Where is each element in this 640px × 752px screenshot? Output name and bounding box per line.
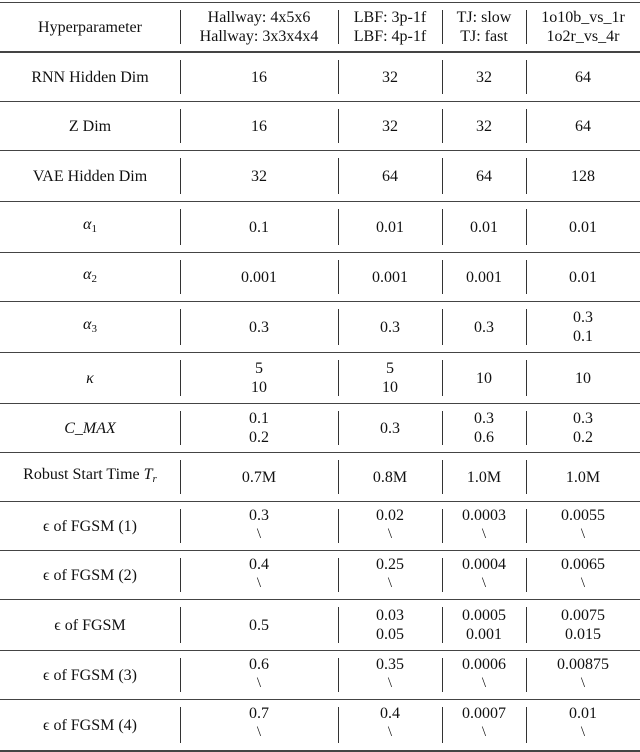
value-text: 0.0055 xyxy=(561,507,605,524)
value-text: 0.3 xyxy=(474,410,494,427)
value-cell xyxy=(526,453,640,502)
value-text: 0.01 xyxy=(470,218,498,236)
value-text: 10 xyxy=(575,369,591,387)
value-text: 16 xyxy=(251,68,267,86)
value-cell xyxy=(526,202,640,253)
value-text: 128 xyxy=(571,167,595,185)
value-cell xyxy=(442,700,526,752)
row-label xyxy=(0,353,180,404)
value-text: 0.35 xyxy=(376,656,404,673)
value-text: 5 xyxy=(386,360,394,377)
row-label-text xyxy=(31,68,148,87)
value-text: 0.3 xyxy=(573,410,593,427)
value-cell xyxy=(180,52,338,102)
table-row xyxy=(0,404,640,453)
backslash-mark: \ xyxy=(481,675,487,691)
table-row xyxy=(0,353,640,404)
label-symbol: κ xyxy=(86,369,94,387)
value-cell xyxy=(180,302,338,353)
label-symbol: α xyxy=(83,216,92,233)
table-row xyxy=(0,651,640,700)
value-cell xyxy=(180,600,338,651)
value-cell xyxy=(442,253,526,302)
label-text: ϵ of FGSM (4) xyxy=(42,716,138,734)
row-label-text xyxy=(83,315,97,339)
row-label xyxy=(0,700,180,752)
label-text: ϵ of FGSM (3) xyxy=(42,666,138,684)
value-text: 0.2 xyxy=(249,429,269,446)
value-cell xyxy=(442,151,526,202)
value-text: 0.2 xyxy=(573,429,593,446)
value-cell xyxy=(180,453,338,502)
value-cell xyxy=(338,453,442,502)
value-cell xyxy=(526,651,640,700)
value-text: 0.3 xyxy=(249,318,269,336)
value-text: 0.3 xyxy=(474,318,494,336)
label-symbol: α xyxy=(83,316,92,333)
value-text: 1.0M xyxy=(466,468,502,486)
table-row xyxy=(0,52,640,102)
table-row xyxy=(0,600,640,651)
header-env-2 xyxy=(338,3,442,53)
value-text: 0.0065 xyxy=(561,556,605,573)
backslash-mark: \ xyxy=(580,575,586,591)
value-cell xyxy=(442,102,526,151)
value-text: 0.0006 xyxy=(462,656,506,673)
backslash-mark: \ xyxy=(481,526,487,542)
value-cell xyxy=(442,551,526,600)
value-cell xyxy=(526,404,640,453)
label-subscript: 3 xyxy=(91,323,97,335)
value-text: 0.1 xyxy=(249,410,269,427)
value-cell xyxy=(338,202,442,253)
value-text: 0.001 xyxy=(466,626,502,643)
value-text: 0.0003 xyxy=(462,507,506,524)
backslash-mark: \ xyxy=(256,526,262,542)
value-cell xyxy=(526,102,640,151)
row-label xyxy=(0,600,180,651)
row-label-text xyxy=(43,566,137,585)
value-cell xyxy=(338,302,442,353)
value-text: 0.0075 xyxy=(561,607,605,624)
row-label-text xyxy=(86,369,94,388)
value-text: 0.5 xyxy=(249,616,269,634)
backslash-mark: \ xyxy=(481,575,487,591)
value-cell xyxy=(338,52,442,102)
value-text: 0.01 xyxy=(569,218,597,236)
header-line: LBF: 4p-1f xyxy=(353,28,427,45)
value-text: 32 xyxy=(476,68,492,86)
label-subscript: 2 xyxy=(91,273,97,285)
value-cell xyxy=(526,253,640,302)
value-cell xyxy=(338,151,442,202)
value-text: 32 xyxy=(251,167,267,185)
value-cell xyxy=(442,302,526,353)
header-line: TJ: fast xyxy=(460,28,508,45)
row-label xyxy=(0,651,180,700)
header-line: Hallway: 4x5x6 xyxy=(207,9,311,26)
value-text: 1.0M xyxy=(565,468,601,486)
hyperparameter-table xyxy=(0,2,640,752)
value-text: 0.01 xyxy=(569,268,597,286)
value-cell xyxy=(526,52,640,102)
label-subscript: r xyxy=(152,473,157,485)
value-text: 0.00875 xyxy=(557,656,609,673)
value-text: 0.6 xyxy=(474,429,494,446)
value-cell xyxy=(180,700,338,752)
value-text: 0.6 xyxy=(249,656,269,673)
header-line: 1o2r_vs_4r xyxy=(546,28,620,45)
row-label xyxy=(0,404,180,453)
header-line: Hyperparameter xyxy=(38,18,142,36)
label-subscript: 1 xyxy=(91,223,97,235)
value-text: 10 xyxy=(251,379,267,396)
value-cell xyxy=(442,202,526,253)
value-text: 0.001 xyxy=(241,268,277,286)
row-label-text xyxy=(43,517,137,536)
row-label xyxy=(0,253,180,302)
row-label xyxy=(0,102,180,151)
value-cell xyxy=(526,302,640,353)
table-body xyxy=(0,52,640,751)
label-text: Robust Start Time xyxy=(23,466,144,483)
value-cell xyxy=(442,353,526,404)
value-cell xyxy=(338,404,442,453)
value-text: 0.1 xyxy=(249,218,269,236)
header-line: Hallway: 3x3x4x4 xyxy=(199,28,319,45)
value-cell xyxy=(526,151,640,202)
value-cell xyxy=(526,700,640,752)
row-label-text xyxy=(23,465,157,489)
value-cell xyxy=(338,353,442,404)
table-row xyxy=(0,551,640,600)
value-text: 0.001 xyxy=(372,268,408,286)
value-cell xyxy=(526,353,640,404)
value-cell xyxy=(338,253,442,302)
value-cell xyxy=(526,600,640,651)
value-cell xyxy=(180,502,338,551)
value-text: 0.3 xyxy=(380,419,400,437)
value-text: 0.7M xyxy=(241,468,277,486)
value-text: 0.1 xyxy=(573,328,593,345)
table-row xyxy=(0,151,640,202)
value-cell xyxy=(442,651,526,700)
value-cell xyxy=(338,551,442,600)
backslash-mark: \ xyxy=(256,575,262,591)
label-text: ϵ of FGSM xyxy=(54,616,126,634)
value-cell xyxy=(338,502,442,551)
label-text: ϵ of FGSM (1) xyxy=(42,517,138,535)
row-label xyxy=(0,52,180,102)
value-cell xyxy=(180,404,338,453)
value-text: 0.0007 xyxy=(462,705,506,722)
value-cell xyxy=(180,102,338,151)
row-label xyxy=(0,551,180,600)
value-cell xyxy=(526,551,640,600)
value-text: 64 xyxy=(575,117,591,135)
table-row xyxy=(0,253,640,302)
value-text: 0.01 xyxy=(569,705,597,722)
header-line: 1o10b_vs_1r xyxy=(541,9,625,26)
row-label-text xyxy=(83,215,97,239)
label-text: Z Dim xyxy=(68,117,112,135)
table-row xyxy=(0,453,640,502)
value-text: 0.3 xyxy=(380,318,400,336)
backslash-mark: \ xyxy=(387,724,393,740)
value-cell xyxy=(526,502,640,551)
table-row xyxy=(0,202,640,253)
value-cell xyxy=(442,600,526,651)
value-cell xyxy=(180,253,338,302)
value-cell xyxy=(442,404,526,453)
table-row xyxy=(0,700,640,752)
value-text: 0.01 xyxy=(376,218,404,236)
row-label-text xyxy=(69,117,111,136)
value-text: 16 xyxy=(251,117,267,135)
value-text: 0.03 xyxy=(376,607,404,624)
label-symbol: α xyxy=(83,266,92,283)
value-text: 0.7 xyxy=(249,705,269,722)
header-hyperparameter xyxy=(0,3,180,53)
header-line: LBF: 3p-1f xyxy=(353,9,427,26)
value-text: 0.0004 xyxy=(462,556,506,573)
label-math: T xyxy=(143,466,153,483)
backslash-mark: \ xyxy=(387,675,393,691)
row-label xyxy=(0,302,180,353)
header-row xyxy=(0,3,640,53)
row-label-text xyxy=(43,716,137,735)
label-text: ϵ of FGSM (2) xyxy=(42,566,138,584)
table-row xyxy=(0,102,640,151)
value-cell xyxy=(338,102,442,151)
value-text: 0.0005 xyxy=(462,607,506,624)
backslash-mark: \ xyxy=(481,724,487,740)
header-line: TJ: slow xyxy=(456,9,512,26)
value-cell xyxy=(442,502,526,551)
value-cell xyxy=(442,453,526,502)
header-env-4 xyxy=(526,3,640,53)
row-label xyxy=(0,453,180,502)
label-text: RNN Hidden Dim xyxy=(31,68,149,86)
value-text: 64 xyxy=(476,167,492,185)
value-text: 0.4 xyxy=(380,705,400,722)
backslash-mark: \ xyxy=(387,575,393,591)
row-label-text xyxy=(83,265,97,289)
value-text: 10 xyxy=(476,369,492,387)
row-label-text xyxy=(43,666,137,685)
value-cell xyxy=(180,202,338,253)
value-cell xyxy=(180,353,338,404)
value-text: 0.25 xyxy=(376,556,404,573)
label-math: C_MAX xyxy=(64,419,116,437)
value-text: 0.015 xyxy=(565,626,601,643)
value-text: 10 xyxy=(382,379,398,396)
backslash-mark: \ xyxy=(580,526,586,542)
value-text: 0.4 xyxy=(249,556,269,573)
value-text: 64 xyxy=(575,68,591,86)
value-text: 64 xyxy=(382,167,398,185)
value-cell xyxy=(338,600,442,651)
value-text: 5 xyxy=(255,360,263,377)
row-label-text xyxy=(54,616,125,635)
header-env-3 xyxy=(442,3,526,53)
value-text: 0.3 xyxy=(573,309,593,326)
value-text: 32 xyxy=(476,117,492,135)
row-label-text xyxy=(64,419,116,438)
value-cell xyxy=(180,551,338,600)
value-text: 32 xyxy=(382,117,398,135)
backslash-mark: \ xyxy=(256,675,262,691)
backslash-mark: \ xyxy=(387,526,393,542)
value-text: 0.8M xyxy=(372,468,408,486)
value-text: 0.001 xyxy=(466,268,502,286)
table-row xyxy=(0,502,640,551)
value-text: 0.3 xyxy=(249,507,269,524)
table-row xyxy=(0,302,640,353)
backslash-mark: \ xyxy=(580,675,586,691)
label-text: VAE Hidden Dim xyxy=(32,167,148,185)
value-cell xyxy=(442,52,526,102)
table-header xyxy=(0,3,640,53)
value-cell xyxy=(180,651,338,700)
value-text: 0.02 xyxy=(376,507,404,524)
value-text: 32 xyxy=(382,68,398,86)
value-cell xyxy=(180,151,338,202)
backslash-mark: \ xyxy=(256,724,262,740)
row-label-text xyxy=(33,167,147,186)
value-cell xyxy=(338,651,442,700)
value-cell xyxy=(338,700,442,752)
header-env-1 xyxy=(180,3,338,53)
backslash-mark: \ xyxy=(580,724,586,740)
row-label xyxy=(0,202,180,253)
value-text: 0.05 xyxy=(376,626,404,643)
row-label xyxy=(0,502,180,551)
row-label xyxy=(0,151,180,202)
